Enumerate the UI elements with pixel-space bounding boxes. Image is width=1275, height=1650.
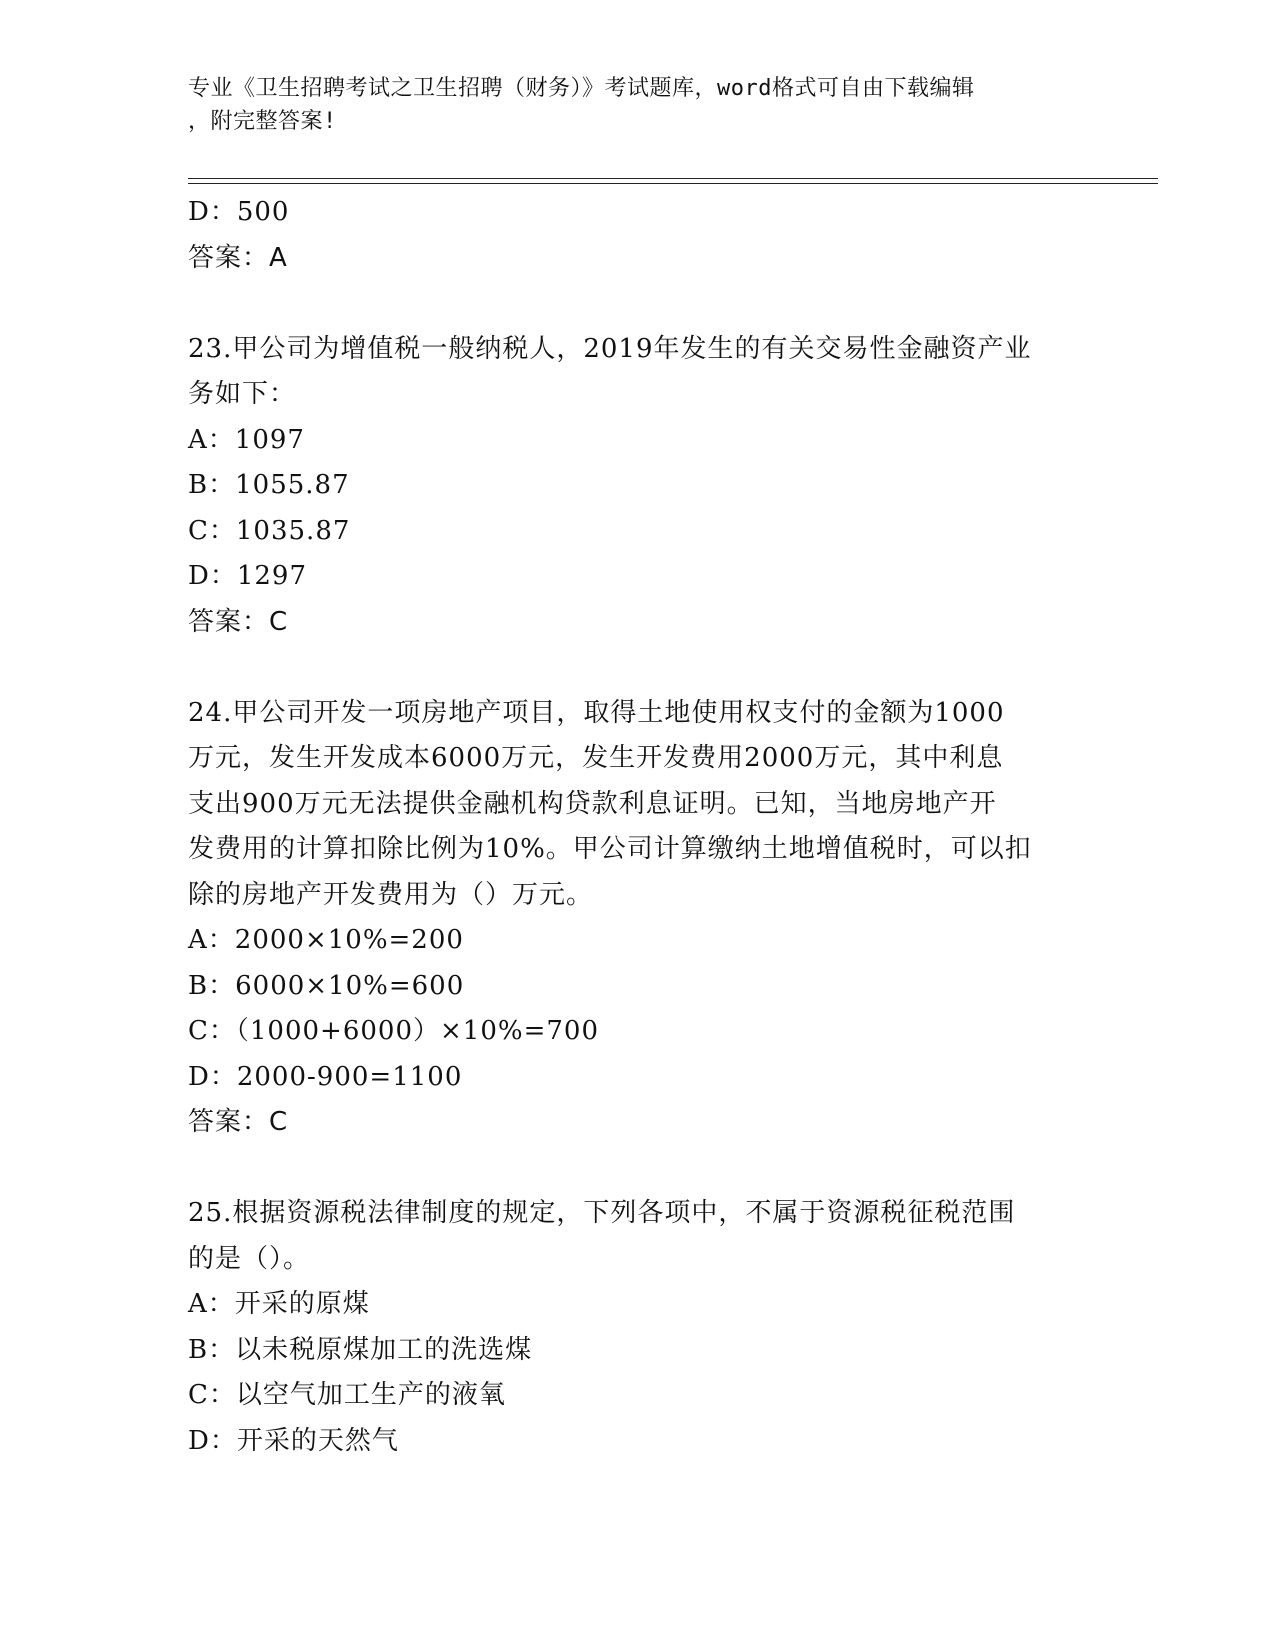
question-22-tail [188,190,1088,281]
option-b: B：1055.87 [188,470,350,500]
header-line-1: 专业《卫生招聘考试之卫生招聘（财务）》考试题库，word格式可自由下载编辑 [188,76,975,101]
spacer [188,281,1088,327]
header-divider-bottom [188,183,1158,184]
question-24 [188,691,1088,1146]
answer-line: 答案：C [188,606,289,637]
question-text-line: 发费用的计算扣除比例为10%。甲公司计算缴纳土地增值税时，可以扣 [188,834,1032,864]
option-c: C：以空气加工生产的液氧 [188,1380,506,1410]
option-d: D：1297 [188,561,308,591]
option-b: B：6000×10%=600 [188,970,465,1001]
answer-line: 答案：C [188,1107,289,1137]
question-text-line: 支出900万元无法提供金融机构贷款利息证明。已知，当地房地产开 [188,788,997,819]
question-text-line: 的是（）。 [188,1243,311,1274]
option-a: A：开采的原煤 [188,1289,370,1319]
option-c: C：（1000+6000）×10%=700 [188,1016,600,1046]
spacer [188,645,1088,691]
option-a: A：1097 [188,424,305,455]
question-text-line: 23.甲公司为增值税一般纳税人，2019年发生的有关交易性金融资产业 [188,333,1032,364]
option-d: D：开采的天然气 [188,1425,399,1456]
option-c: C：1035.87 [188,515,351,546]
option-d: D：2000-900=1100 [188,1061,463,1092]
option-d: D：500 [188,197,290,227]
header-divider-top [188,178,1158,179]
document-header [188,72,1088,138]
question-text-line: 25.根据资源税法律制度的规定，下列各项中，不属于资源税征税范围 [188,1198,1016,1228]
question-25 [188,1191,1088,1464]
answer-line: 答案：A [188,242,288,273]
question-text-line: 务如下： [188,379,297,409]
question-23 [188,327,1088,646]
question-text-line: 除的房地产开发费用为（）万元。 [188,879,594,910]
question-text-line: 24.甲公司开发一项房地产项目，取得土地使用权支付的金额为1000 [188,697,1005,728]
header-line-2: ，附完整答案! [188,109,337,134]
spacer [188,1146,1088,1192]
option-a: A：2000×10%=200 [188,925,464,955]
option-b: B：以未税原煤加工的洗选煤 [188,1334,533,1365]
question-text-line: 万元，发生开发成本6000万元，发生开发费用2000万元，其中利息 [188,743,1004,773]
question-list [188,190,1088,1464]
